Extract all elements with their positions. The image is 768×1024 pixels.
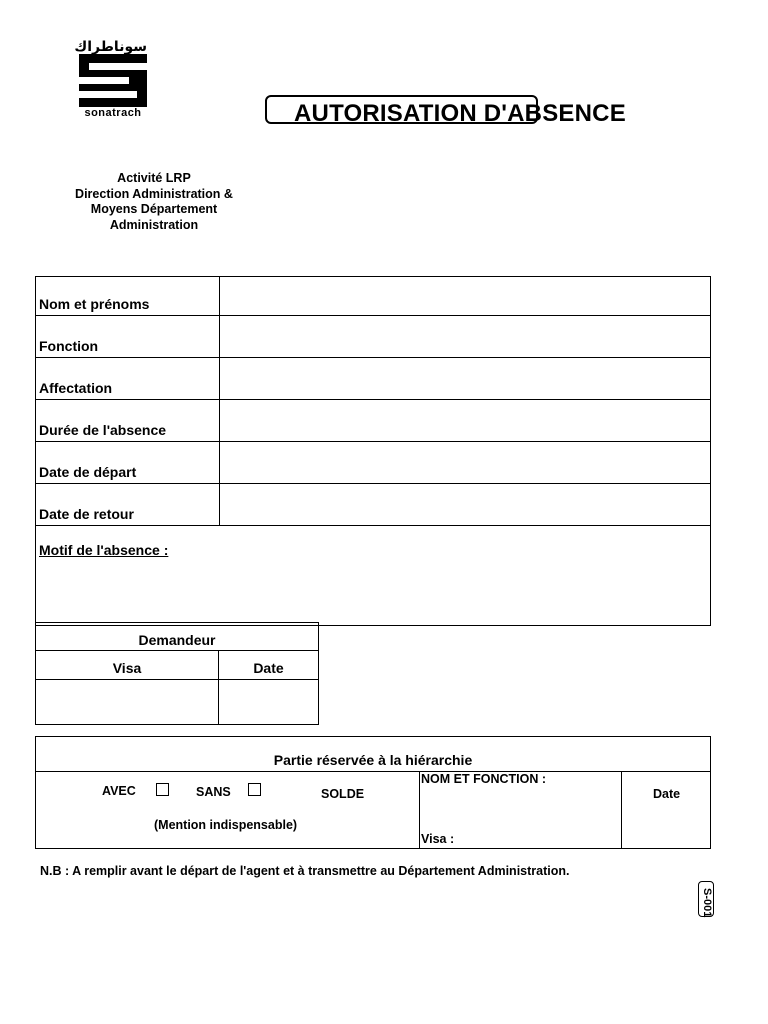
field-value-affectation[interactable] xyxy=(220,358,711,400)
motif-label: Motif de l'absence : xyxy=(39,542,169,558)
demandeur-visa-field[interactable] xyxy=(36,680,219,725)
org-line: Activité LRP xyxy=(117,171,191,185)
field-label-affectation: Affectation xyxy=(36,358,220,400)
date-label: Date xyxy=(653,787,681,801)
org-line: Administration xyxy=(109,217,199,232)
hierarchy-divider xyxy=(419,771,420,849)
hierarchy-divider xyxy=(621,771,622,849)
sonatrach-logo xyxy=(74,38,147,124)
demandeur-title: Demandeur xyxy=(36,623,319,651)
form-reference: S-001 xyxy=(701,888,713,918)
table-row xyxy=(36,651,319,680)
field-value-duree[interactable] xyxy=(220,400,711,442)
sans-checkbox[interactable] xyxy=(248,783,261,796)
table-row xyxy=(36,623,319,651)
table-row xyxy=(36,442,711,484)
mention-note: (Mention indispensable) xyxy=(154,818,298,832)
org-line: Moyens Département xyxy=(90,202,218,216)
solde-label: SOLDE xyxy=(321,787,365,801)
field-label-date-depart: Date de départ xyxy=(36,442,220,484)
field-label-fonction: Fonction xyxy=(36,316,220,358)
motif-field[interactable] xyxy=(36,526,711,626)
table-row xyxy=(36,316,711,358)
hierarchy-date-field[interactable] xyxy=(624,808,708,846)
footer-note: N.B : A remplir avant le départ de l'agent et à transmettre au Département Administration. xyxy=(40,864,570,878)
nom-fonction-label: NOM ET FONCTION : xyxy=(421,772,546,786)
field-label-nom: Nom et prénoms xyxy=(36,277,220,316)
logo-arabic-name: سوناطراك xyxy=(74,38,147,54)
logo-latin-name: sonatrach xyxy=(84,107,142,119)
hierarchy-title: Partie réservée à la hiérarchie xyxy=(273,752,473,768)
field-value-fonction[interactable] xyxy=(220,316,711,358)
field-value-nom[interactable] xyxy=(220,277,711,316)
field-value-date-depart[interactable] xyxy=(220,442,711,484)
table-row xyxy=(36,526,711,626)
field-value-date-retour[interactable] xyxy=(220,484,711,526)
org-line: Direction Administration & xyxy=(75,186,233,201)
sans-label: SANS xyxy=(196,785,231,799)
demandeur-visa-header: Visa xyxy=(36,651,219,680)
table-row xyxy=(36,680,319,725)
hierarchy-divider xyxy=(35,771,711,772)
sonatrach-s-mark-icon xyxy=(79,54,147,107)
visa-label: Visa : xyxy=(421,832,455,846)
page-title: AUTORISATION D'ABSENCE xyxy=(294,100,626,127)
employee-info-table xyxy=(35,276,711,626)
avec-label: AVEC xyxy=(102,784,136,798)
demandeur-table xyxy=(35,622,319,725)
table-row xyxy=(36,277,711,316)
table-row xyxy=(36,400,711,442)
table-row xyxy=(36,484,711,526)
demandeur-date-field[interactable] xyxy=(219,680,319,725)
field-label-date-retour: Date de retour xyxy=(36,484,220,526)
table-row xyxy=(36,358,711,400)
field-label-duree: Durée de l'absence xyxy=(36,400,220,442)
avec-checkbox[interactable] xyxy=(156,783,169,796)
org-block xyxy=(62,171,246,233)
demandeur-date-header: Date xyxy=(219,651,319,680)
nom-fonction-field[interactable] xyxy=(422,790,618,828)
